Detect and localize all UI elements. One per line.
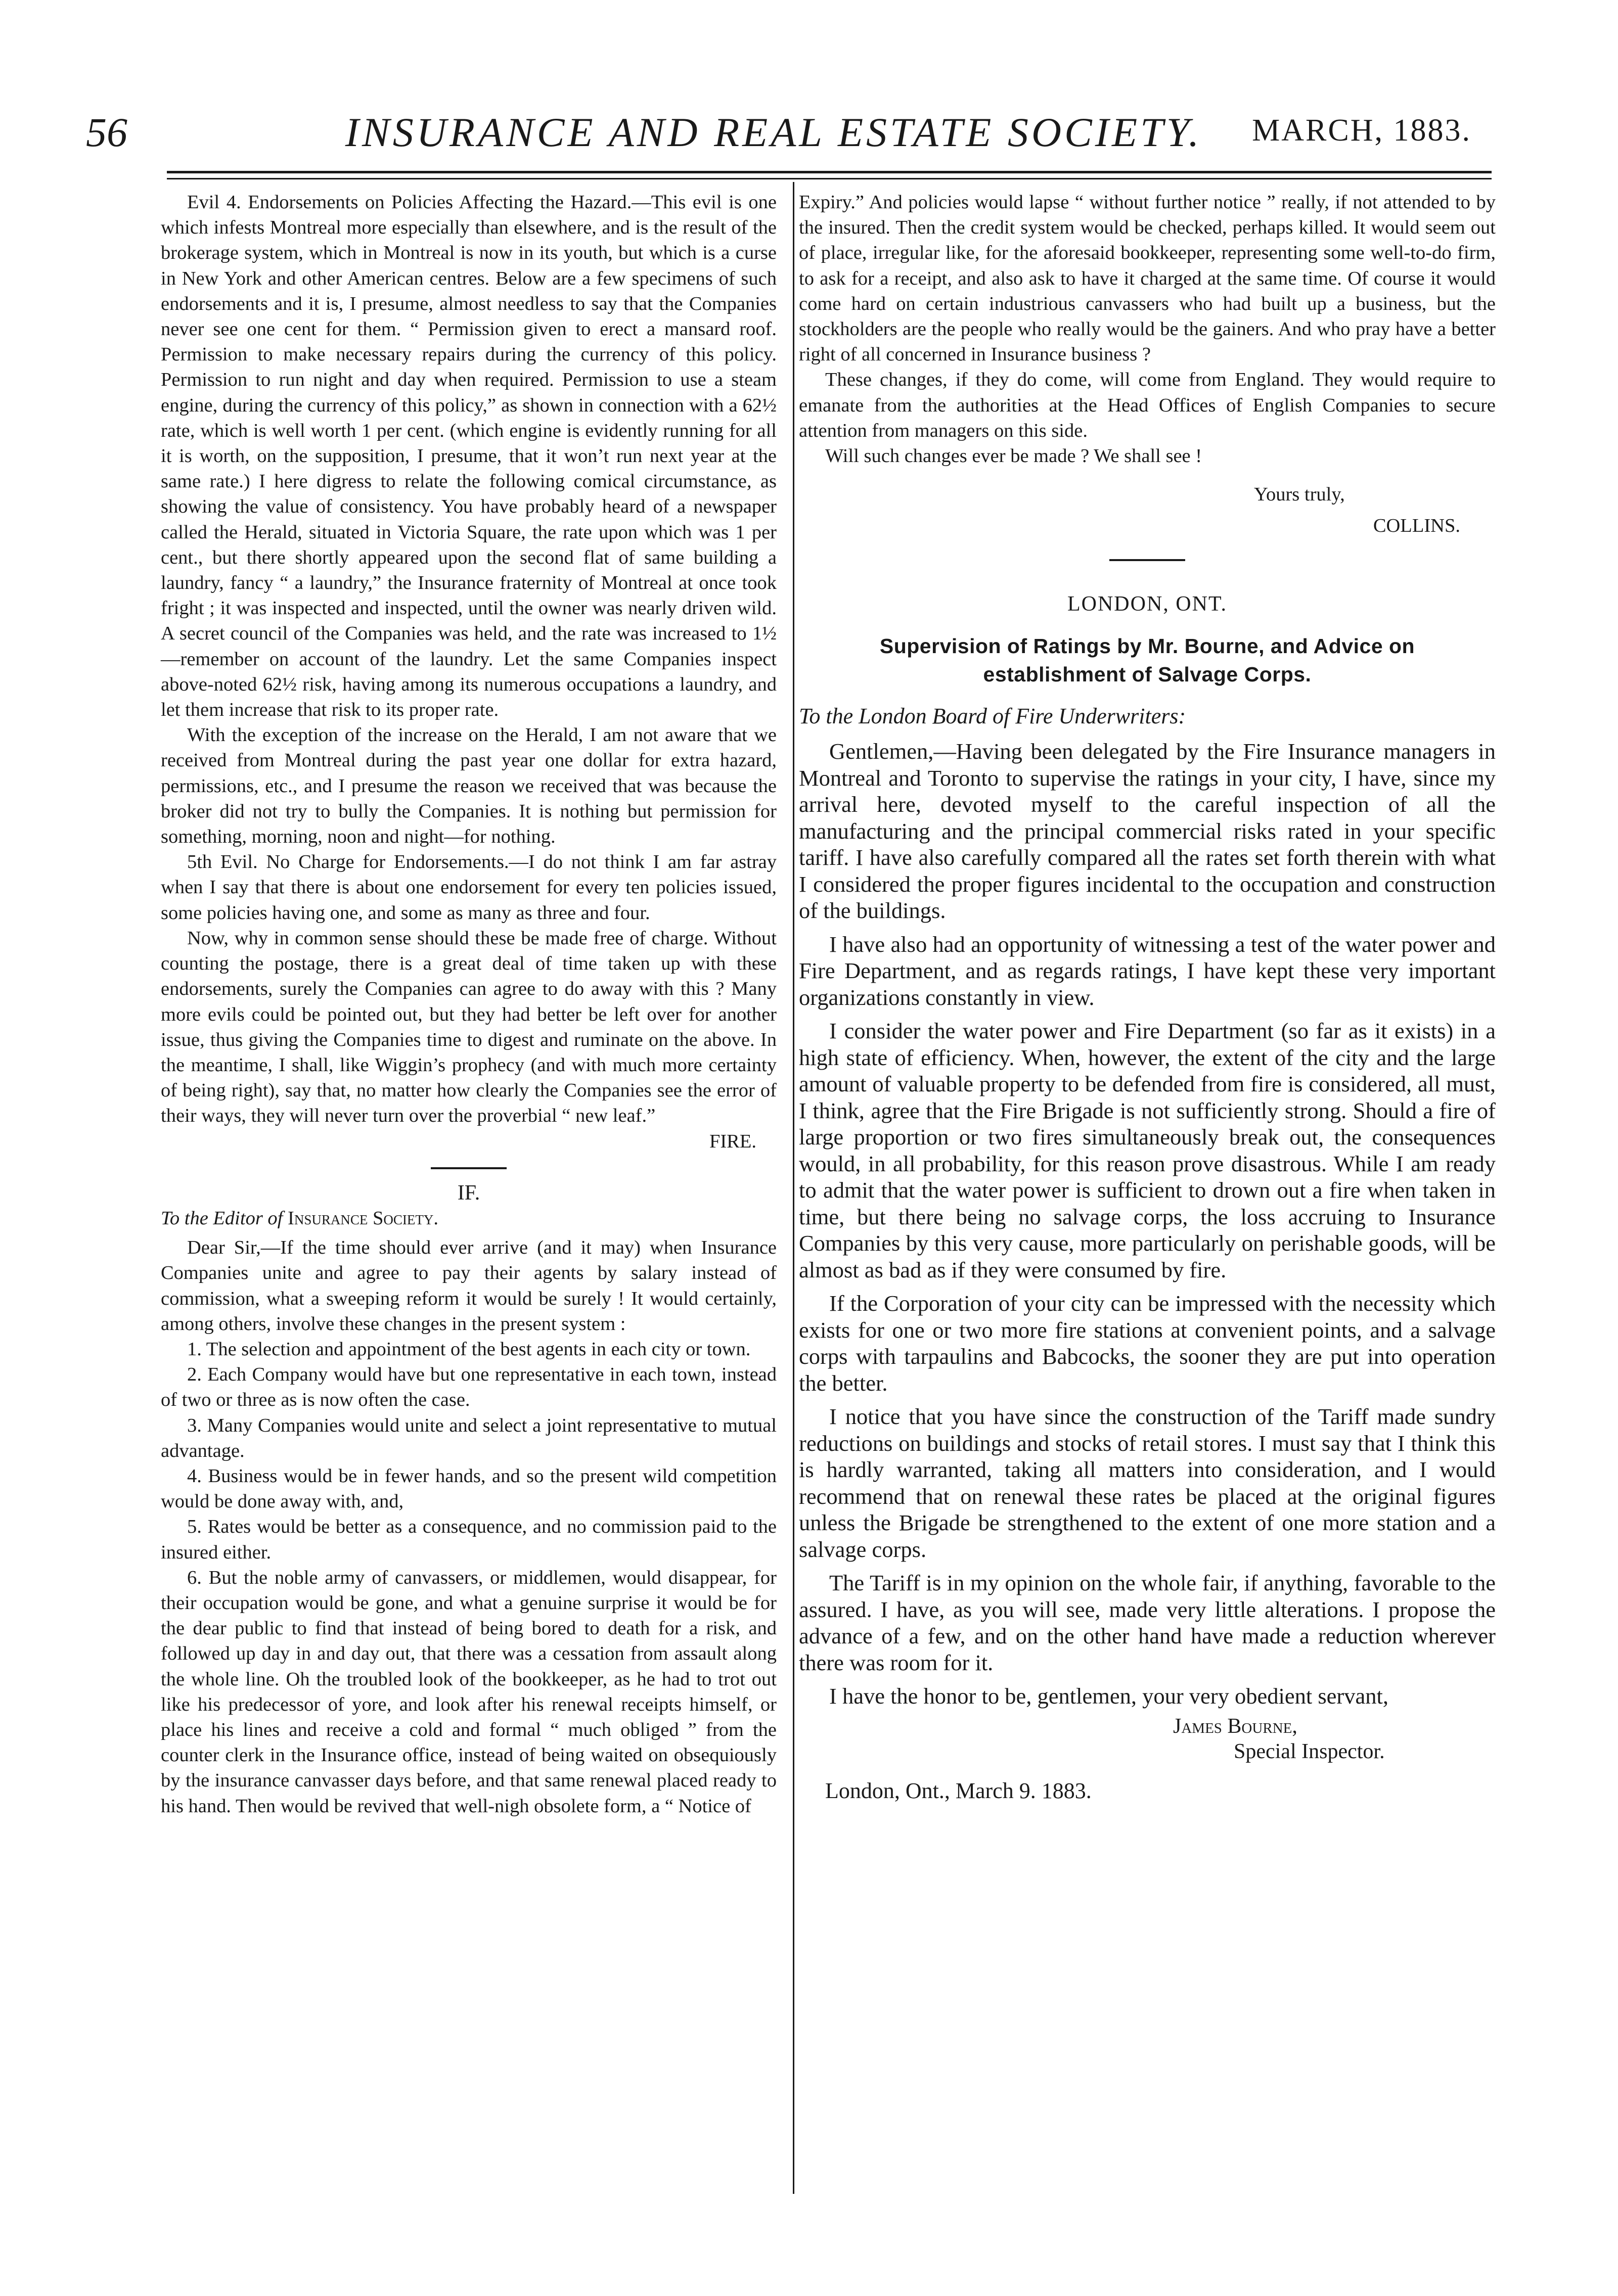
london-letter-body bbox=[799, 738, 1496, 1710]
london-paragraph: The Tariff is in my opinion on the whole fair, if anything, favorable to the assured. I have, as you will see, made very little alterations. I propose the advance of a few, and on the other hand have made a reduction wherever there was room for it. bbox=[799, 1570, 1496, 1675]
letter-dateline: London, Ont., March 9. 1883. bbox=[825, 1778, 1092, 1803]
london-paragraph: I have the honor to be, gentlemen, your very obedient servant, bbox=[829, 1683, 1388, 1709]
london-paragraph: I notice that you have since the construction of the Tariff made sundry reductions on buildings and stocks of retail stores. I must say that I think this is hardly warranted, taking all matters into consideration, and I would recommend that on renewal these rates be placed at the original figures unless the Brigade be strengthened to the extent of one more station and a salvage corps. bbox=[799, 1404, 1496, 1562]
list-item: 5. Rates would be better as a consequence, and no commission paid to the insured either. bbox=[161, 1516, 777, 1563]
list-item: 1. The selection and appointment of the best agents in each city or town. bbox=[187, 1338, 751, 1360]
list-item: 3. Many Companies would unite and select a joint representative to mutual advantage. bbox=[161, 1414, 777, 1461]
london-paragraph: I consider the water power and Fire Department (so far as it exists) in a high state of efficiency. When, however, the extent of the city and the large amount of valuable property to be defended from fire is considered, all must, I think, agree that the Fire Brigade is not sufficiently strong. Should a fire of large proportion or two fires simultaneously break out, the consequences would, in all probability, for this reason prove disastrous. While I am ready to admit that the water power is sufficient to drown out a fire when taken in time, but there being no salvage corps, the loss accruing to Insurance Companies by this very cause, more particularly on perishable goods, will be almost as bad as if they were consumed by fire. bbox=[799, 1018, 1496, 1282]
signer-title: Special Inspector. bbox=[1234, 1739, 1385, 1763]
column-separator bbox=[793, 182, 794, 2194]
if-continued-paragraph: These changes, if they do come, will come from England. They would require to emanate from the authorities at the Head Offices of English Companies to secure attention from managers on this side. bbox=[799, 369, 1496, 441]
signer-name: James Bourne, bbox=[1173, 1714, 1297, 1738]
evil5-paragraph: Now, why in common sense should these be made free of charge. Without counting the postage, there is a great deal of time taken up with these endorsements, surely the Companies can agree to do away with this ? Many more evils could be pointed out, but they had better be left over for another issue, thus giving the Companies time to digest and ruminate on the above. In the meantime, I shall, like Wiggin’s prophecy (and with much more certainty of being right), say that, no matter how clearly the Companies see the error of their ways, they will never turn over the proverbial “ new leaf.” bbox=[161, 927, 777, 1127]
london-paragraph: I have also had an opportunity of witnessing a test of the water power and Fire Department, and as regards ratings, I have kept these very important organizations constantly in view. bbox=[799, 931, 1496, 1010]
page-header bbox=[76, 109, 1471, 164]
if-salutation bbox=[161, 1206, 777, 1231]
right-column bbox=[799, 190, 1496, 1804]
if-intro-paragraph: Dear Sir,—If the time should ever arrive (and it may) when Insurance Companies unite and agree to pay their agents by salary instead of commission, what a sweeping reform it would be surely ! It would certainly, among others, involve these changes in the present system : bbox=[161, 1237, 777, 1335]
letter-closing: Yours truly, bbox=[1254, 484, 1345, 506]
left-column bbox=[161, 190, 777, 1819]
letter-signature-fire: FIRE. bbox=[709, 1130, 756, 1152]
section-title-if: IF. bbox=[457, 1181, 480, 1205]
list-item: 6. But the noble army of canvassers, or middlemen, would disappear, for their occupation would be gone, and what a genuine surprise it would be for the dear public to find that instead of being bored to death for a risk, and followed up day in and day out, that there was a cessation from assault along the whole line. Oh the troubled look of the bookkeeper, as he had to trot out like his predecessor of yore, and look after his renewal receipts himself, or place his lines and receive a cold and formal “ much obliged ” from the counter clerk in the Insurance office, instead of being waited on obsequiously by the insurance canvasser days before, and that same renewal placed ready to his hand. Then would be revived that well-nigh obsolete form, a “ Notice of bbox=[161, 1567, 777, 1817]
evil4-paragraph: With the exception of the increase on the Herald, I am not aware that we received from Montreal during the past year one dollar for extra hazard, permissions, etc., and I presume the reason we received that was because the broker did not try to bully the Companies. It is nothing but permission for something, morning, noon and night—for nothing. bbox=[161, 724, 777, 848]
letter-signature-collins: COLLINS. bbox=[1373, 515, 1460, 537]
evil5-paragraph: 5th Evil. No Charge for Endorsements.—I do not think I am far astray when I say that there is about one endorsement for every ten policies issued, some policies having one, and some as many as three and four. bbox=[161, 851, 777, 924]
if-salutation-prefix: To the Editor of bbox=[161, 1207, 283, 1229]
section-subheading: Supervision of Ratings by Mr. Bourne, and Advice on establishment of Salvage Corps. bbox=[879, 634, 1415, 686]
if-continued-paragraph: Expiry.” And policies would lapse “ without further notice ” really, if not attended to by the insured. Then the credit system would be checked, perhaps killed. It would seem out of place, irregular like, for the aforesaid bookkeeper, representing some well-to-do firm, to ask for a receipt, and also ask to have it charged at the same time. Of course it would come hard on certain industrious canvassers who had built up a business, but the stockholders are the people who really would be the gainers. And who pray have a better right of all concerned in Insurance business ? bbox=[799, 192, 1496, 365]
issue-date: MARCH, 1883. bbox=[1252, 113, 1471, 148]
if-continued-paragraph: Will such changes ever be made ? We shall see ! bbox=[825, 445, 1202, 467]
list-item: 2. Each Company would have but one representative in each town, instead of two or three as is now often the case. bbox=[161, 1364, 777, 1411]
header-rule-thin bbox=[167, 178, 1492, 179]
page-number: 56 bbox=[86, 109, 127, 155]
london-paragraph: If the Corporation of your city can be impressed with the necessity which exists for one or two more fire stations at convenient points, and a salvage corps with tarpaulins and Babcocks, the sooner they are put into operation the better. bbox=[799, 1291, 1496, 1396]
section-title-london: LONDON, ONT. bbox=[1067, 592, 1227, 616]
london-paragraph: Gentlemen,—Having been delegated by the Fire Insurance managers in Montreal and Toronto to supervise the ratings in your city, I have, since my arrival here, devoted myself to the careful inspection of all the manufacturing and the principal commercial risks rated in your specific tariff. I have also carefully compared all the rates set forth therein with what I considered the proper figures incidental to the occupation and construction of the buildings. bbox=[799, 739, 1496, 924]
journal-title: INSURANCE AND REAL ESTATE SOCIETY. bbox=[345, 109, 1202, 155]
if-salutation-publication: Insurance Society. bbox=[288, 1207, 439, 1229]
list-item: 4. Business would be in fewer hands, and so the present wild competition would be done away with, and, bbox=[161, 1465, 777, 1512]
header-rule bbox=[167, 171, 1492, 173]
evil4-paragraph: Evil 4. Endorsements on Policies Affecting the Hazard.—This evil is one which infests Montreal more especially than elsewhere, and is the result of the brokerage system, which in Montreal is now in its youth, but which is a curse in New York and other American centres. Below are a few specimens of such endorsements and it is, I presume, almost needless to say that the Companies never see one cent for them. “ Permission given to erect a mansard roof. Permission to make necessary repairs during the currency of this policy. Permission to run night and day when required. Permission to use a steam engine, during the currency of this policy,” as shown in connection with a 62½ rate, which is well worth 1 per cent. (which engine is evidently running for all it is worth, on the supposition, I presume, that it won’t run next year at the same rate.) I here digress to relate the following comical circumstance, as showing the value of consistency. You have probably heard of a newspaper called the Herald, situated in Victoria Square, the rate upon which was 1 per cent., but there shortly appeared upon the second flat of same building a laundry, fancy “ a laundry,” the Insurance fraternity of Montreal at once took fright ; it was inspected and inspected, until the owner was nearly driven wild. A secret council of the Companies was held, and the rate was increased to 1½—remember on account of the laundry. Let the same Companies inspect above-noted 62½ risk, having among its numerous occupations a laundry, and let them increase that risk to its proper rate. bbox=[161, 192, 777, 721]
london-salutation: To the London Board of Fire Underwriters: bbox=[799, 703, 1186, 728]
